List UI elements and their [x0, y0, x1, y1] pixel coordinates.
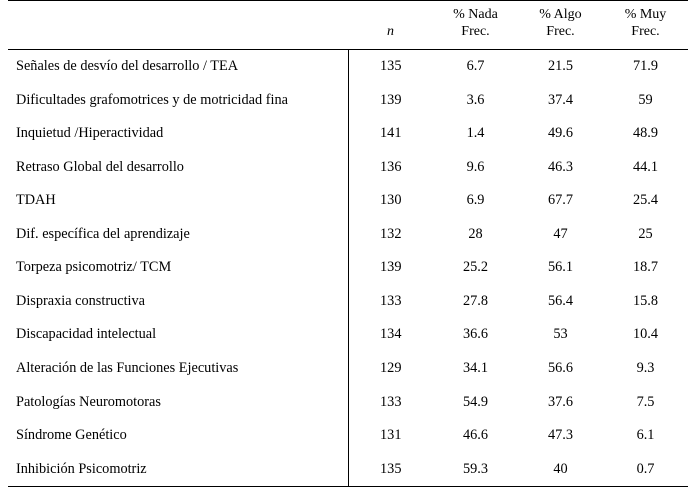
row-label: Discapacidad intelectual — [16, 326, 157, 343]
table-row — [8, 419, 688, 453]
row-label: Señales de desvío del desarrollo / TEA — [16, 58, 239, 75]
table-row — [8, 117, 688, 151]
header-cell-algo: % Algo Frec. — [539, 7, 582, 39]
cell-muy: 25.4 — [632, 192, 659, 209]
cell-n: 132 — [348, 218, 433, 252]
cell-nada: 28 — [468, 225, 483, 242]
cell-muy: 0.7 — [636, 460, 655, 477]
cell-nada: 59.3 — [462, 460, 489, 477]
table-row — [8, 352, 688, 386]
cell-n: 139 — [348, 251, 433, 285]
header-cell-name — [8, 1, 348, 50]
table-row — [8, 318, 688, 352]
cell-nada: 9.6 — [466, 158, 485, 175]
cell-algo: 37.4 — [547, 91, 574, 108]
header-cell-muy: % Muy Frec. — [624, 7, 667, 39]
table-row — [8, 50, 688, 84]
row-label: Patologías Neuromotoras — [16, 393, 161, 410]
header-cell-nada: % Nada Frec. — [453, 7, 498, 39]
cell-muy: 18.7 — [632, 259, 659, 276]
cell-algo: 46.3 — [547, 158, 574, 175]
cell-nada: 36.6 — [462, 326, 489, 343]
cell-muy: 7.5 — [636, 393, 655, 410]
cell-n: 130 — [348, 184, 433, 218]
cell-muy: 6.1 — [636, 427, 655, 444]
cell-n: 129 — [348, 352, 433, 386]
cell-nada: 54.9 — [462, 393, 489, 410]
cell-algo: 47.3 — [547, 427, 574, 444]
cell-n: 134 — [348, 318, 433, 352]
cell-nada: 25.2 — [462, 259, 489, 276]
cell-nada: 1.4 — [466, 125, 485, 142]
cell-algo: 53 — [553, 326, 568, 343]
header-cell-n: n — [387, 23, 394, 39]
cell-algo: 56.4 — [547, 292, 574, 309]
row-label: Dispraxia constructiva — [16, 292, 146, 309]
cell-n: 131 — [348, 419, 433, 453]
cell-n: 133 — [348, 385, 433, 419]
cell-muy: 25 — [638, 225, 653, 242]
table-header — [8, 1, 688, 50]
cell-nada: 34.1 — [462, 360, 489, 376]
row-label: Dif. específica del aprendizaje — [16, 225, 190, 242]
cell-n: 133 — [348, 285, 433, 319]
cell-nada: 27.8 — [462, 292, 489, 309]
cell-muy: 9.3 — [636, 360, 655, 376]
cell-n: 136 — [348, 151, 433, 185]
cell-algo: 40 — [553, 460, 568, 477]
results-table — [8, 0, 688, 487]
row-label: Alteración de las Funciones Ejecutivas — [16, 360, 239, 376]
table-bottom-rule — [8, 486, 688, 487]
cell-algo: 49.6 — [547, 125, 574, 142]
cell-muy: 48.9 — [632, 125, 659, 142]
cell-muy: 71.9 — [632, 58, 659, 75]
cell-muy: 59 — [638, 91, 653, 108]
row-label: TDAH — [16, 192, 56, 209]
table-row — [8, 151, 688, 185]
cell-algo: 37.6 — [547, 393, 574, 410]
cell-n: 135 — [348, 452, 433, 486]
cell-algo: 67.7 — [547, 192, 574, 209]
table-row — [8, 218, 688, 252]
cell-nada: 46.6 — [462, 427, 489, 444]
cell-nada: 3.6 — [466, 91, 485, 108]
cell-nada: 6.9 — [466, 192, 485, 209]
cell-muy: 10.4 — [632, 326, 659, 343]
row-label: Inhibición Psicomotriz — [16, 460, 147, 477]
table-row — [8, 251, 688, 285]
horizontal-rule — [8, 486, 688, 487]
table-row — [8, 184, 688, 218]
cell-algo: 56.1 — [547, 259, 574, 276]
cell-n: 135 — [348, 50, 433, 84]
row-label: Dificultades grafomotrices y de motricidad fina — [16, 91, 288, 108]
table-row — [8, 452, 688, 486]
cell-nada: 6.7 — [466, 58, 485, 75]
row-label: Torpeza psicomotriz/ TCM — [16, 259, 172, 276]
row-label: Inquietud /Hiperactividad — [16, 125, 164, 142]
table-row — [8, 385, 688, 419]
cell-muy: 15.8 — [632, 292, 659, 309]
cell-n: 139 — [348, 84, 433, 118]
cell-algo: 56.6 — [547, 360, 574, 376]
cell-n: 141 — [348, 117, 433, 151]
row-label: Síndrome Genético — [16, 427, 127, 444]
table-row — [8, 84, 688, 118]
cell-algo: 21.5 — [547, 58, 574, 75]
header-row — [8, 1, 688, 50]
table-row — [8, 285, 688, 319]
table-body — [8, 50, 688, 487]
cell-algo: 47 — [553, 225, 568, 242]
cell-muy: 44.1 — [632, 158, 659, 175]
row-label: Retraso Global del desarrollo — [16, 158, 184, 175]
